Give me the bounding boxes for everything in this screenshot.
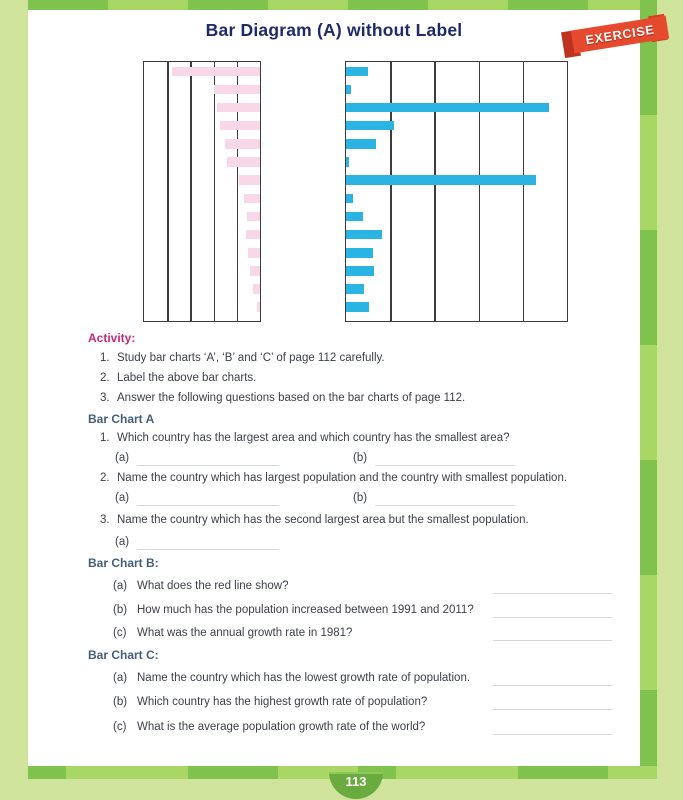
blank-label: (b) [353,452,368,464]
question-text: Name the country which has the lowest growth rate of population. [137,672,471,684]
gridline [190,62,192,321]
bar-row-3 [346,103,549,113]
bar-chart-right-panel [345,61,568,322]
gridline [523,62,525,321]
question-number: 3. [100,514,110,526]
page-number-tab: 113 [329,772,383,799]
exercise-ribbon-label: EXERCISE [584,22,656,47]
question-letter: (a) [113,580,128,592]
bar-row-1 [172,67,260,77]
gridline [479,62,481,321]
bar-row-3 [217,103,260,113]
bar-row-8 [244,194,260,204]
question-text: What was the annual growth rate in 1981? [137,627,353,639]
bar-row-14 [346,302,369,312]
bar-row-4 [346,121,394,131]
bar-row-2 [346,85,351,95]
bar-row-13 [253,284,260,294]
blank-label: (a) [115,492,130,504]
question-text: Which country has the largest area and which country has the smallest area? [117,432,510,444]
answer-blank[interactable] [137,452,279,466]
section-heading-barcharta: Bar Chart A [88,412,155,426]
question-letter: (b) [113,696,128,708]
answer-blank[interactable] [375,492,515,506]
bar-row-11 [346,248,373,258]
section-heading-barchartb: Bar Chart B: [88,556,159,570]
question-text: How much has the population increased between 1991 and 2011? [137,604,474,616]
activity-item-text: Answer the following questions based on the bar charts of page 112. [117,392,466,404]
bar-row-12 [346,266,374,276]
bar-row-8 [346,194,353,204]
activity-heading: Activity: [88,331,136,345]
question-text: Name the country which has the second largest area but the smallest population. [117,514,529,526]
blank-label: (a) [115,536,130,548]
answer-blank[interactable] [137,492,279,506]
frame-right-strip [640,0,657,766]
answer-blank[interactable] [493,672,612,686]
gridline [214,62,216,321]
answer-blank[interactable] [375,452,515,466]
bar-row-10 [346,230,382,240]
activity-item-number: 1. [100,352,110,364]
bar-row-1 [346,67,368,77]
gridline [434,62,436,321]
answer-blank[interactable] [493,627,612,641]
bar-row-7 [346,175,536,185]
question-letter: (c) [113,721,127,733]
activity-item-number: 2. [100,372,110,384]
gridline [390,62,392,321]
bar-row-13 [346,284,364,294]
question-letter: (a) [113,672,128,684]
bar-row-9 [346,212,363,222]
bar-row-5 [346,139,376,149]
answer-blank[interactable] [493,580,612,594]
bar-row-2 [214,85,260,95]
activity-item-text: Label the above bar charts. [117,372,257,384]
bar-row-14 [257,302,260,312]
gridline [237,62,239,321]
activity-item-number: 3. [100,392,110,404]
bar-row-12 [250,266,260,276]
bar-row-10 [246,230,260,240]
answer-blank[interactable] [137,536,279,550]
question-text: What is the average population growth rate of the world? [137,721,426,733]
question-letter: (b) [113,604,128,616]
section-heading-barchartc: Bar Chart C: [88,648,159,662]
bar-row-7 [239,175,260,185]
bar-row-5 [225,139,260,149]
gridline [167,62,169,321]
bar-row-6 [346,157,349,167]
answer-blank[interactable] [493,604,612,618]
answer-blank[interactable] [493,721,612,735]
bar-chart-left-panel [143,61,261,322]
question-letter: (c) [113,627,127,639]
frame-top-strip [28,0,657,10]
question-number: 1. [100,432,110,444]
question-number: 2. [100,472,110,484]
bar-row-9 [247,212,260,222]
activity-item-text: Study bar charts ‘A’, ‘B’ and ‘C’ of page 112 carefully. [117,352,385,364]
page-title: Bar Diagram (A) without Label [205,20,463,40]
blank-label: (a) [115,452,130,464]
answer-blank[interactable] [493,696,612,710]
blank-label: (b) [353,492,368,504]
bar-row-4 [220,121,260,131]
question-text: Which country has the highest growth rate of population? [137,696,428,708]
question-text: Name the country which has largest population and the country with smallest population. [117,472,568,484]
bar-row-6 [227,157,260,167]
bar-row-11 [248,248,260,258]
question-text: What does the red line show? [137,580,289,592]
